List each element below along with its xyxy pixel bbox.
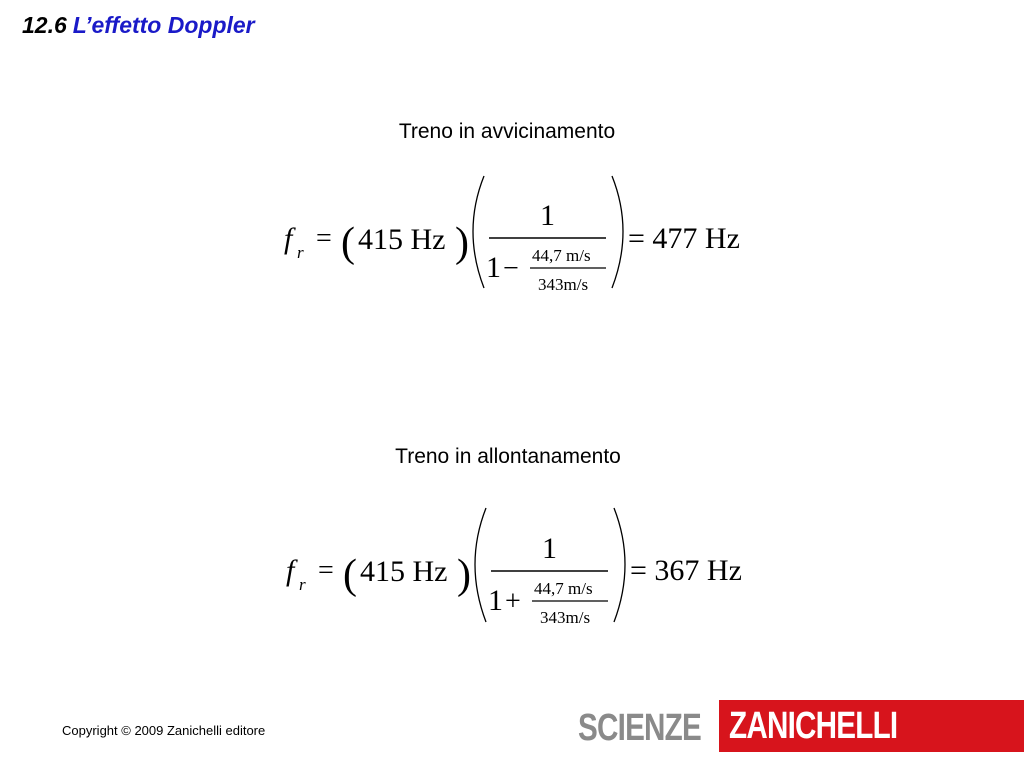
eq1-open-paren: (	[341, 220, 355, 266]
eq2-equals: =	[318, 555, 334, 586]
eq1-numerator: 1	[540, 199, 555, 232]
eq2-factor: 415 Hz	[360, 555, 448, 588]
section-number: 12.6	[22, 12, 67, 38]
eq2-subscript-r: r	[299, 575, 306, 594]
eq1-factor: 415 Hz	[358, 223, 446, 256]
section-title: L’effetto Doppler	[72, 12, 255, 38]
eq2-inner-numerator: 44,7 m/s	[534, 579, 593, 598]
eq2-big-left-paren	[475, 508, 486, 622]
eq2-big-right-paren	[614, 508, 625, 622]
eq2-plus: +	[505, 586, 521, 617]
eq1-inner-denominator: 343m/s	[538, 275, 589, 294]
caption-approaching: Treno in avvicinamento	[398, 120, 616, 143]
eq2-close-paren: )	[457, 552, 471, 598]
eq1-equals: =	[316, 223, 332, 254]
eq2-open-paren: (	[343, 552, 357, 598]
eq2-inner-denominator: 343m/s	[540, 608, 591, 627]
scienze-logo-text: SCIENZE	[578, 707, 702, 749]
eq1-result: = 477 Hz	[628, 222, 740, 255]
eq2-f: f	[286, 554, 295, 587]
zanichelli-logo	[719, 700, 1024, 752]
eq1-subscript-r: r	[297, 243, 304, 262]
eq1-f: f	[284, 222, 293, 255]
eq2-result: = 367 Hz	[630, 554, 742, 587]
copyright-notice: Copyright © 2009 Zanichelli editore	[62, 723, 266, 738]
eq1-minus: −	[503, 253, 519, 284]
eq1-inner-numerator: 44,7 m/s	[532, 246, 591, 265]
eq1-close-paren: )	[455, 220, 469, 266]
eq2-one: 1	[488, 584, 503, 617]
caption-receding: Treno in allontanamento	[395, 445, 621, 468]
zanichelli-logo-text: ZANICHELLI	[729, 705, 898, 747]
eq1-one: 1	[486, 251, 501, 284]
eq2-numerator: 1	[542, 532, 557, 565]
